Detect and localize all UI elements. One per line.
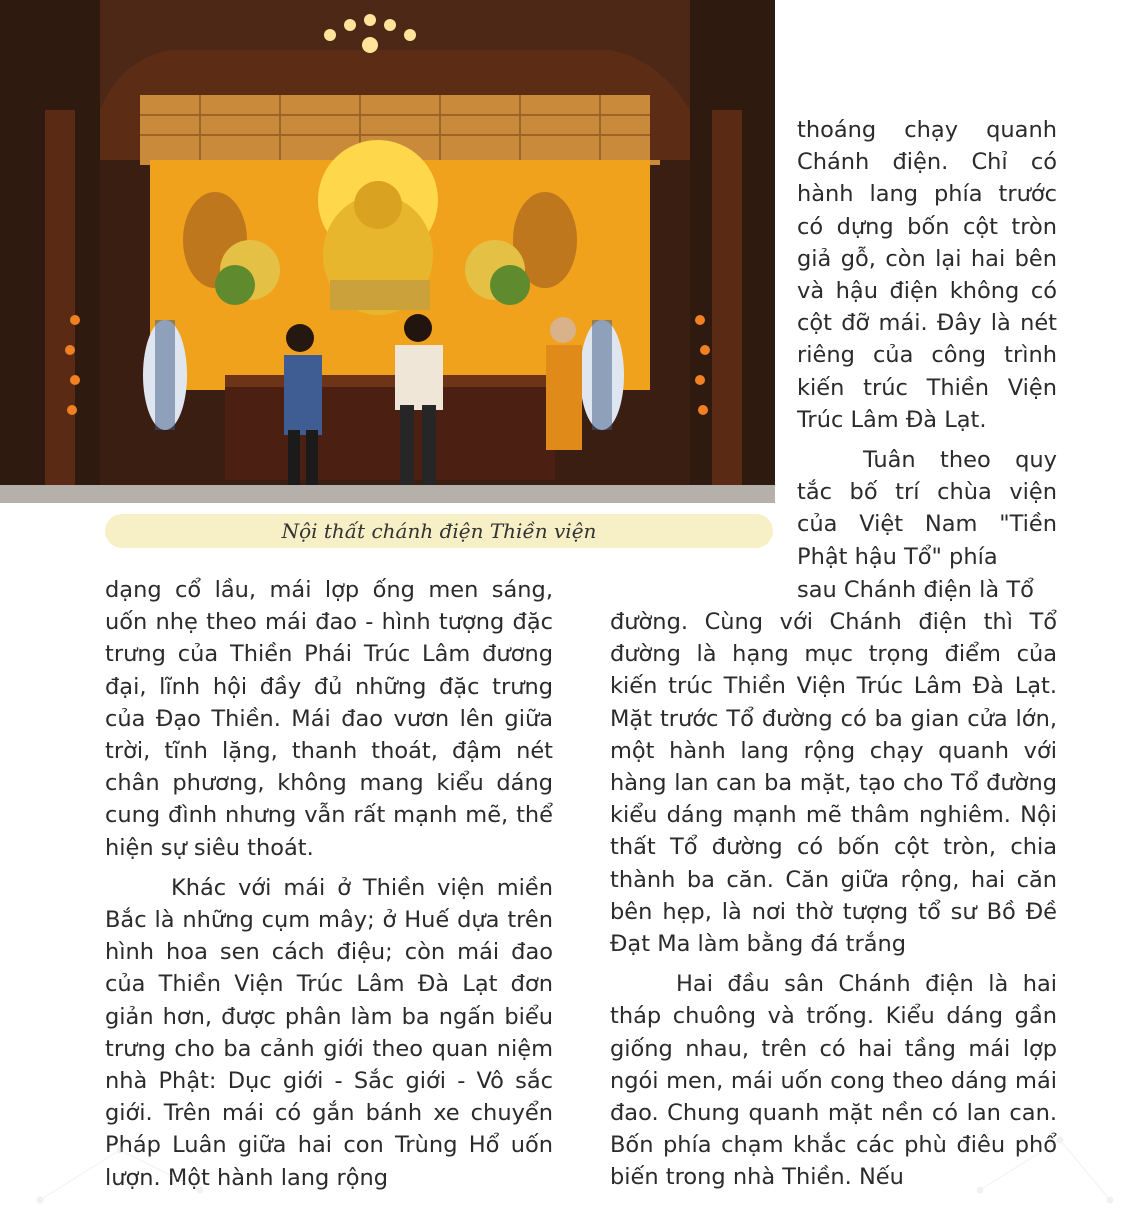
text-column-right-top [797,114,1057,573]
text-column-right-bottom [610,606,1057,1194]
paragraph: Hai đầu sân Chánh điện là hai tháp chuông và trống. Kiểu dáng gần giống nhau, trên có hai tầng mái lợp ngói men, mái uốn cong theo dáng mái đao. Chung quanh mặt nền có lan can. Bốn phía chạm khắc các phù điêu phổ biến trong nhà Thiền. Nếu [610,971,1057,1191]
photo-caption: Nội thất chánh điện Thiền viện [105,514,773,548]
paragraph: đường. Cùng với Chánh điện thì Tổ đường là hạng mục trọng điểm của kiến trúc Thiền Viện Trúc Lâm Đà Lạt. Mặt trước Tổ đường có ba gian cửa lớn, một hành lang rộng chạy quanh với hàng lan can ba mặt, tạo cho Tổ đường kiểu dáng mạnh mẽ thâm nghiêm. Nội thất Tổ đường có bốn cột tròn, chia thành ba căn. Căn giữa rộng, hai căn bên hẹp, là nơi thờ tượng tổ sư Bồ Đề Đạt Ma làm bằng đá trắng [610,609,1057,958]
paragraph: Tuân theo quy tắc bố trí chùa viện của Việt Nam "Tiền Phật hậu Tổ" phía [797,447,1057,570]
paragraph: thoáng chạy quanh Chánh điện. Chỉ có hành lang phía trước có dựng bốn cột tròn giả gỗ, còn lại hai bên và hậu điện không có cột đỡ mái. Đây là nét riêng của công trình kiến trúc Thiền Viện Trúc Lâm Đà Lạt. [797,117,1057,433]
paragraph: dạng cổ lầu, mái lợp ống men sáng, uốn nhẹ theo mái đao - hình tượng đặc trưng của Thiền Phái Trúc Lâm đương đại, lĩnh hội đầy đủ những đặc trưng của Đạo Thiền. Mái đao vươn lên giữa trời, tĩnh lặng, thanh thoát, đậm nét chân phương, không mang kiểu dáng cung đình nhưng vẫn rất mạnh mẽ, thể hiện sự siêu thoát. [105,577,553,861]
paragraph: Khác với mái ở Thiền viện miền Bắc là những cụm mây; ở Huế dựa trên hình hoa sen cách điệu; còn mái đao của Thiền Viện Trúc Lâm Đà Lạt đơn giản hơn, được phân làm ba ngấn biểu trưng cho ba cảnh giới theo quan niệm nhà Phật: Dục giới - Sắc giới - Vô sắc giới. Trên mái có gắn bánh xe chuyển Pháp Luân giữa hai con Trùng Hổ uốn lượn. Một hành lang rộng [105,874,553,1191]
text-column-left [105,574,553,1194]
temple-interior-photo [0,0,775,503]
text-continuation: sau Chánh điện là Tổ [797,577,1034,603]
